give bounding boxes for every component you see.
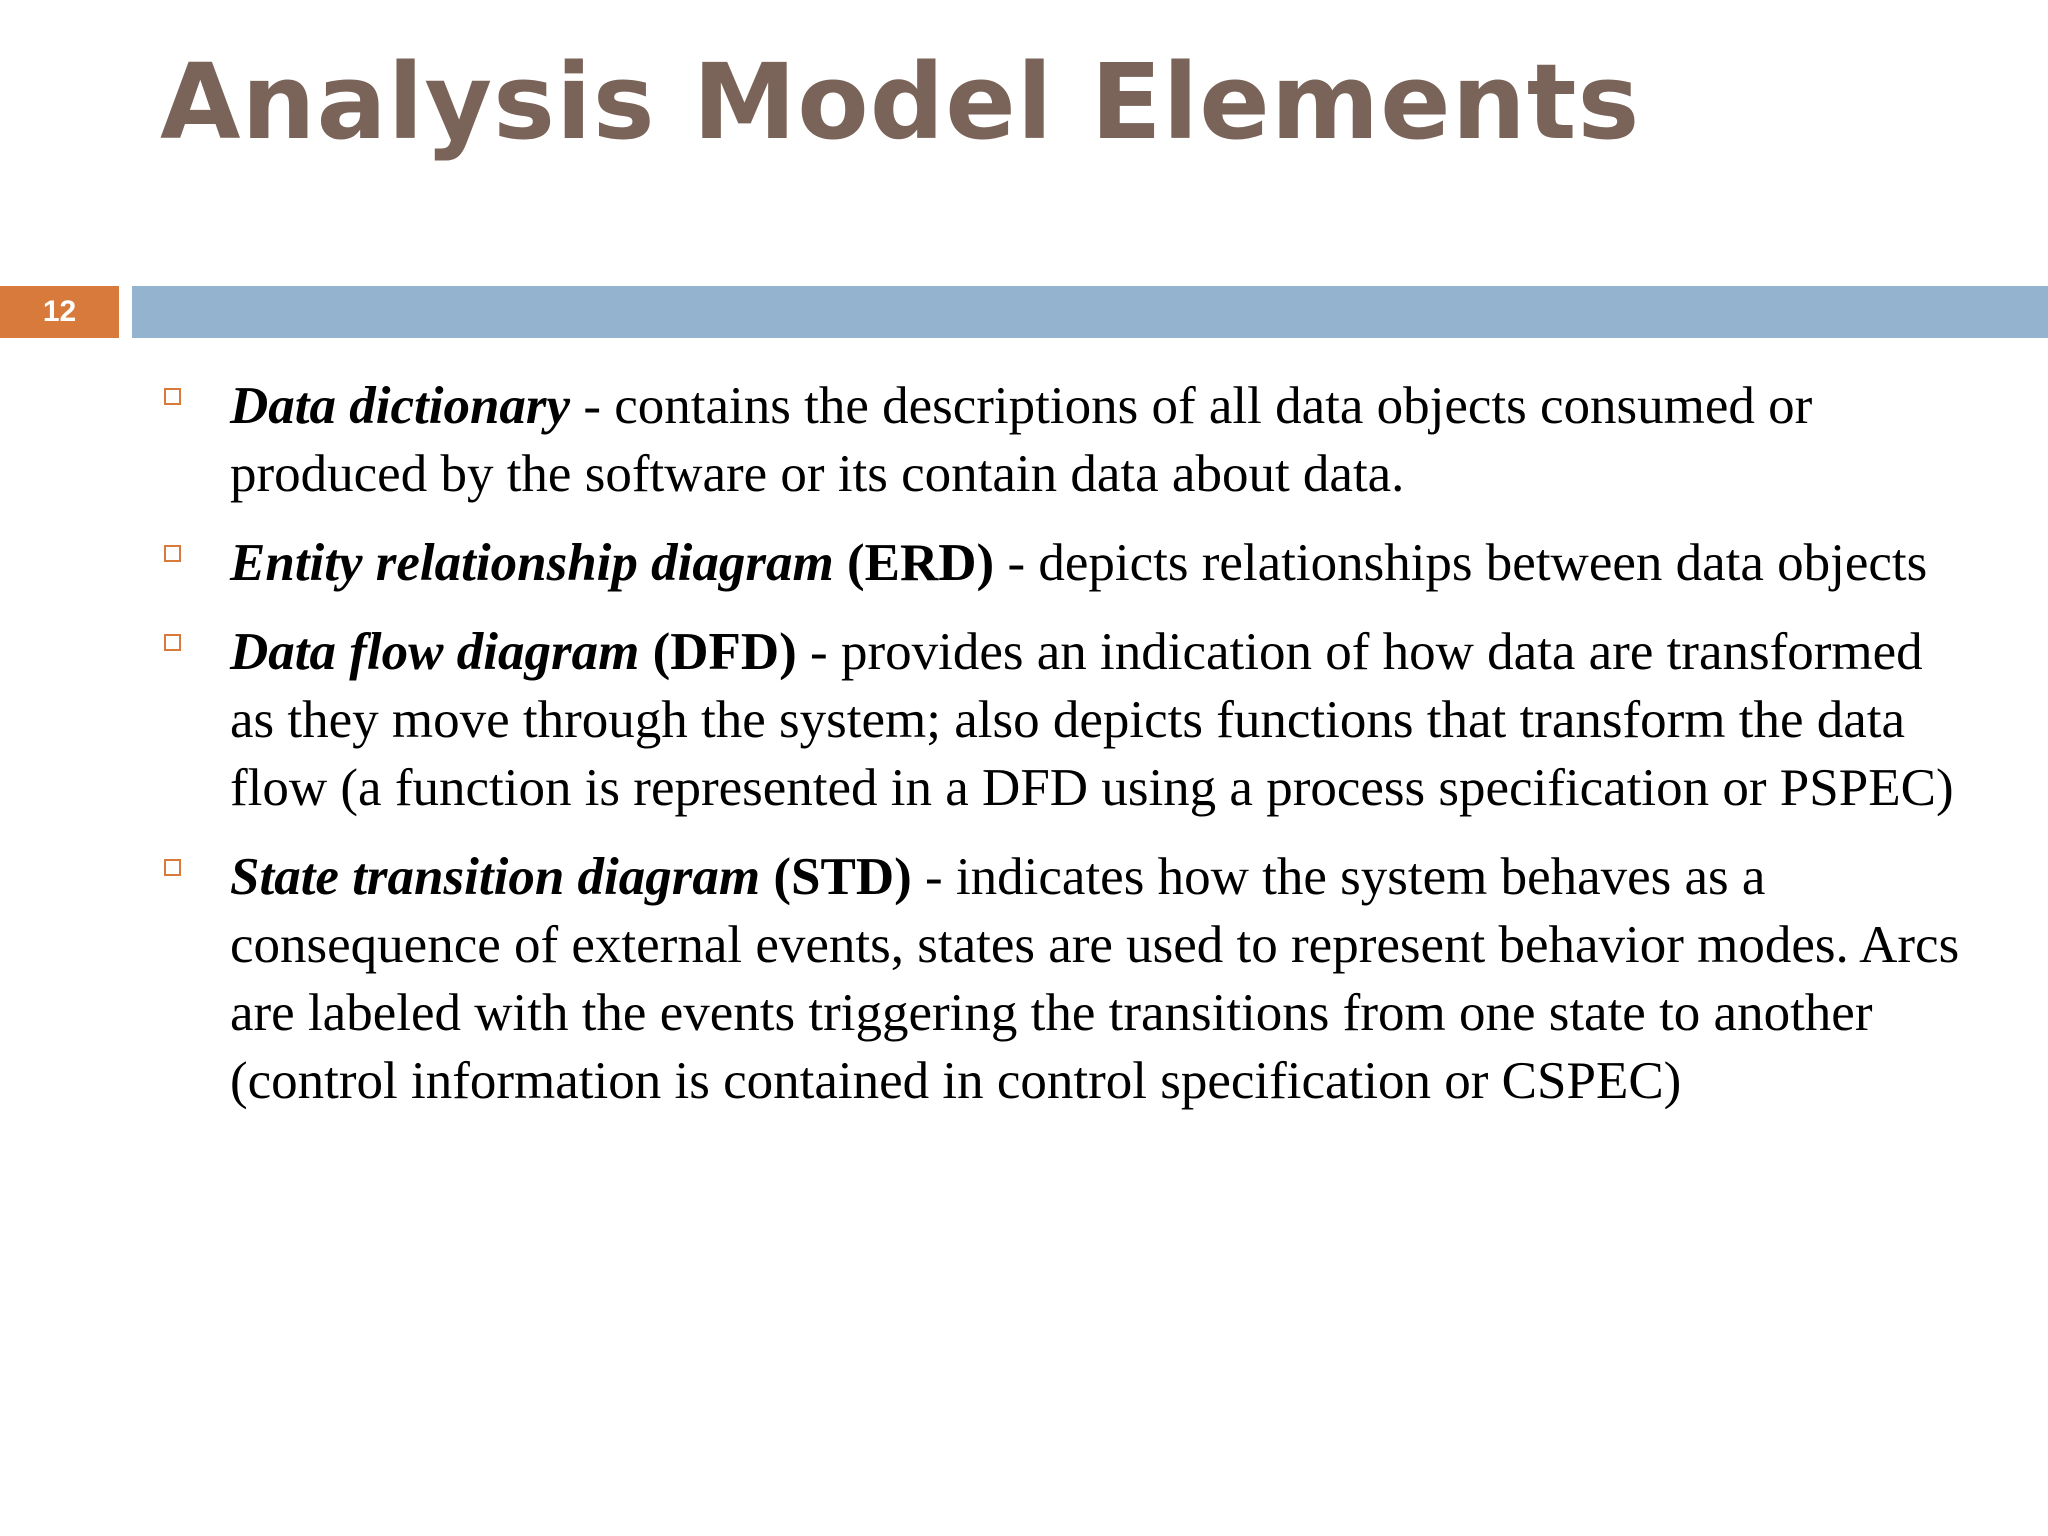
bullet-abbreviation: (DFD) (639, 623, 797, 681)
bullet-data-dictionary (160, 372, 1960, 508)
bullet-abbreviation: (ERD) (833, 534, 995, 592)
bullet-term: Data dictionary (230, 377, 571, 435)
bullet-std (160, 843, 1960, 1115)
bullet-text: - depicts relationships between data objects (994, 534, 1928, 592)
bullet-term: Data flow diagram (230, 623, 640, 681)
bullet-text: - contains the descriptions of all data objects consumed or produced by the software or its contain data about data. (230, 377, 1813, 503)
slide-title: Analysis Model Elements (160, 41, 1641, 163)
bullet-text: - indicates how the system behaves as a consequence of external events, states are used to represent behavior modes. Arcs are labeled with the events triggering the transitions from one state to another (control information is contained in control specification or CSPEC) (230, 848, 1960, 1110)
bullet-list (160, 372, 1960, 1136)
slide-number-badge: 12 (0, 286, 119, 338)
accent-bar (132, 286, 2048, 338)
bullet-text: - provides an indication of how data are transformed as they move through the system; also depicts functions that transform the data flow (a function is represented in a DFD using a process specification or PSPEC) (230, 623, 1954, 817)
bullet-abbreviation: (STD) (760, 848, 912, 906)
bullet-erd (160, 529, 1960, 597)
bullet-term: State transition diagram (230, 848, 761, 906)
bullet-dfd (160, 618, 1960, 822)
hollow-square-icon (164, 388, 181, 405)
hollow-square-icon (164, 859, 181, 876)
hollow-square-icon (164, 545, 181, 562)
hollow-square-icon (164, 634, 181, 651)
bullet-term: Entity relationship diagram (230, 534, 834, 592)
